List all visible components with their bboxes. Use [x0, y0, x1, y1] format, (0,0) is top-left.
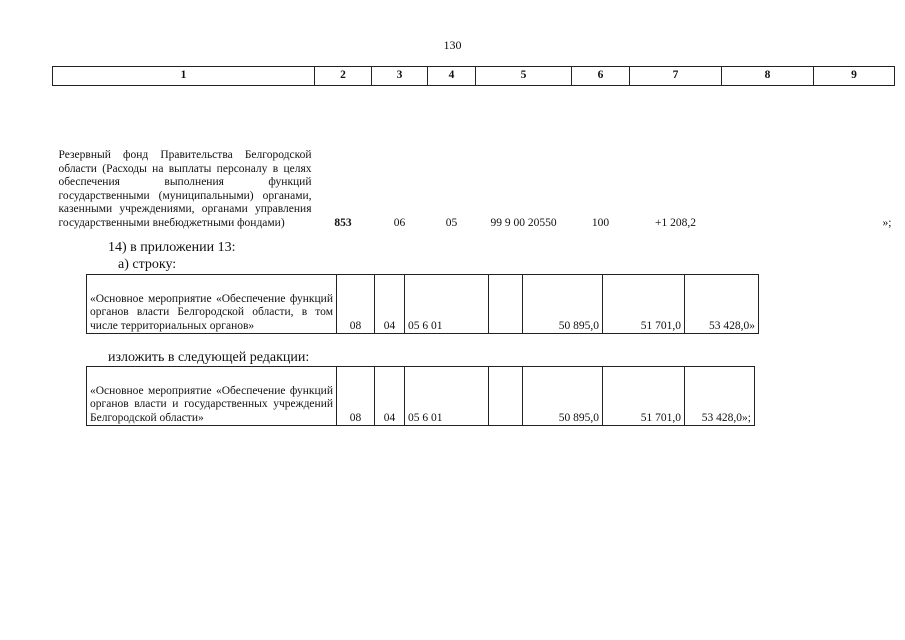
cell-col9: »;: [882, 216, 892, 229]
table-header-row: [53, 67, 895, 86]
cell-expense-type: 100: [591, 216, 610, 229]
cell-amount-2: 51 701,0: [603, 275, 685, 334]
column-header: 8: [722, 67, 814, 86]
cell-section: 08: [337, 367, 375, 426]
cell-amount-1: 50 895,0: [523, 275, 603, 334]
table-row: [87, 275, 759, 334]
cell-subsection: 05: [445, 216, 458, 229]
paragraph-a: а) строку:: [118, 257, 177, 272]
cell-amount-1: 50 895,0: [523, 367, 603, 426]
cell-col8: [722, 86, 814, 237]
table-row: [87, 367, 755, 426]
table-row: [53, 86, 895, 237]
cell-expense-type: [489, 367, 523, 426]
column-header: 7: [630, 67, 722, 86]
page-number: 130: [443, 38, 462, 52]
cell-amount-3: 53 428,0»;: [685, 367, 755, 426]
column-header: 5: [476, 67, 572, 86]
cell-ministry-code: 853: [334, 216, 352, 229]
cell-section: 08: [337, 275, 375, 334]
cell-amount-3: 53 428,0»: [685, 275, 759, 334]
cell-subsection: 04: [375, 275, 405, 334]
column-header: 9: [814, 67, 895, 86]
cell-subsection: 04: [375, 367, 405, 426]
expenditure-table: [52, 66, 895, 236]
cell-target-article: 05 6 01: [405, 275, 489, 334]
cell-expense-type: [489, 275, 523, 334]
cell-target-article: 05 6 01: [405, 367, 489, 426]
cell-amount: +1 208,2: [655, 216, 696, 229]
row-description: Резервный фонд Правительства Белгородской области (Расходы на выплаты персоналу в целях обеспечения выполнения функций государственными (муниципальными) органами, казенными учреждениями, органами управления государственными внебюджетными фондами): [58, 149, 312, 229]
paragraph-14: 14) в приложении 13:: [108, 240, 236, 255]
old-row-table: [86, 274, 759, 334]
column-header: 4: [428, 67, 476, 86]
column-header: 2: [315, 67, 372, 86]
new-row-table: [86, 366, 755, 426]
column-header: 6: [572, 67, 630, 86]
paragraph-izlozhit: изложить в следующей редакции:: [108, 350, 310, 365]
row-description: «Основное мероприятие «Обеспечение функций органов власти Белгородской области, в том числе территориальных органов»: [87, 275, 337, 334]
cell-section: 06: [393, 216, 406, 229]
column-header: 1: [53, 67, 315, 86]
cell-target-article: 99 9 00 20550: [490, 216, 557, 229]
row-description: «Основное мероприятие «Обеспечение функций органов власти и государственных учреждений Белгородской области»: [87, 367, 337, 426]
column-header: 3: [372, 67, 428, 86]
cell-amount-2: 51 701,0: [603, 367, 685, 426]
